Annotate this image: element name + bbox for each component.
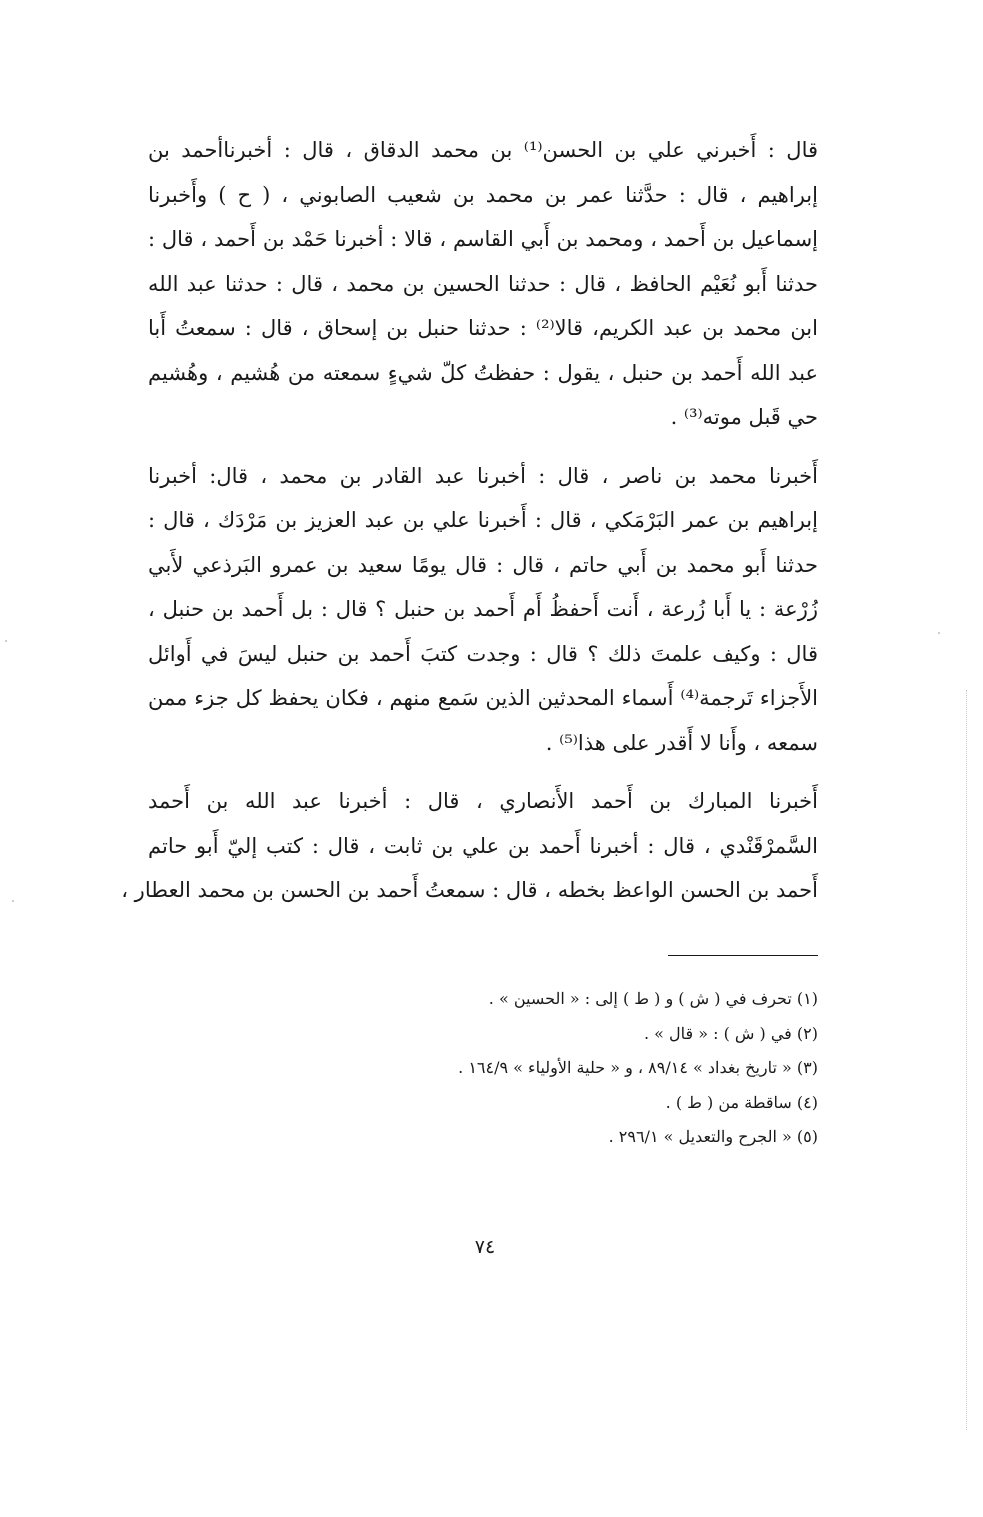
text-line: إبراهيم بن عمر البَرْمَكي ، قال : أَخبرنا علي بن عبد العزيز بن مَرْدَك ، قال : (148, 508, 818, 532)
text-line: سمعه ، وأَنا لا أَقدر على هذا⁽⁵⁾ . (545, 730, 818, 755)
text-line: زُرْعة : يا أَبا زُرعة ، أَنت أَحفظُ أَم أَحمد بن حنبل ؟ قال : بل أَحمد بن حنبل ، (148, 597, 818, 621)
text-line: قال : وكيف علمتَ ذلك ؟ قال : وجدت كتبَ أَحمد بن حنبل ليسَ في أَوائل (148, 641, 818, 666)
footnote-1: (١) تحرف في ( ش ) و ( ط ) إلى : « الحسين » . (488, 989, 818, 1008)
footnote-2: (٢) في ( ش ) : « قال » . (643, 1023, 818, 1043)
scan-speck (12, 900, 14, 902)
footnote-4: (٤) ساقطة من ( ط ) . (665, 1092, 818, 1112)
text-line: حدثنا أَبو محمد بن أَبي حاتم ، قال : قال يومًا سعيد بن عمرو البَرذعي لأَبي (148, 552, 818, 577)
paragraph-3 (121, 779, 818, 913)
footnotes (258, 982, 818, 1155)
scan-speck (5, 640, 7, 642)
text-line: ابن محمد بن عبد الكريم، قالا⁽²⁾ : حدثنا حنبل بن إسحاق ، قال : سمعتُ أَبا (148, 316, 818, 340)
text-line: إسماعيل بن أَحمد ، ومحمد بن أَبي القاسم ، قالا : أخبرنا حَمْد بن أَحمد ، قال : (148, 227, 818, 251)
text-line: حدثنا أَبو نُعَيْم الحافظ ، قال : حدثنا الحسين بن محمد ، قال : حدثنا عبد الله (148, 271, 818, 296)
text-line: عبد الله أَحمد بن حنبل ، يقول : حفظتُ كلّ شيءٍ سمعته من هُشيم ، وهُشيم (148, 360, 818, 385)
text-line: حي قَبل موته⁽³⁾ . (670, 405, 818, 429)
paragraph-1 (148, 128, 818, 440)
footnote-5: (٥) « الجرح والتعديل » ٢٩٦/١ . (608, 1127, 818, 1146)
text-line: إبراهيم ، قال : حدَّثنا عمر بن محمد بن شعيب الصابوني ، ( ح ) وأَخبرنا (148, 182, 818, 207)
footnote-3: (٣) « تاريخ بغداد » ٨٩/١٤ ، و « حلية الأولياء » ١٦٤/٩ . (458, 1058, 818, 1077)
text-line: قال : أَخبرني علي بن الحسن⁽¹⁾ بن محمد الدقاق ، قال : أخبرناأحمد بن (148, 138, 819, 162)
text-line: أَخبرنا المبارك بن أَحمد الأَنصاري ، قال : أخبرنا عبد الله بن أَحمد (148, 789, 818, 813)
main-text (121, 128, 819, 927)
paragraph-2 (148, 454, 818, 766)
text-line: السَّمرْقَنْدي ، قال : أخبرنا أَحمد بن علي بن ثابت ، قال : كتب إليّ أَبو حاتم (148, 833, 818, 858)
scan-speck (938, 632, 940, 634)
text-line: أَحمد بن الحسن الواعظ بخطه ، قال : سمعتُ أَحمد بن الحسن بن محمد العطار ، (121, 878, 818, 902)
page-number: ٧٤ (474, 1236, 496, 1258)
footnote-separator (668, 955, 818, 956)
scan-edge-mark (966, 690, 967, 1430)
text-line: أَخبرنا محمد بن ناصر ، قال : أخبرنا عبد القادر بن محمد ، قال: أخبرنا (148, 463, 818, 488)
text-line: الأَجزاء تَرجمة⁽⁴⁾ أَسماء المحدثين الذين سَمع منهم ، فكان يحفظ كل جزء ممن (148, 686, 819, 710)
